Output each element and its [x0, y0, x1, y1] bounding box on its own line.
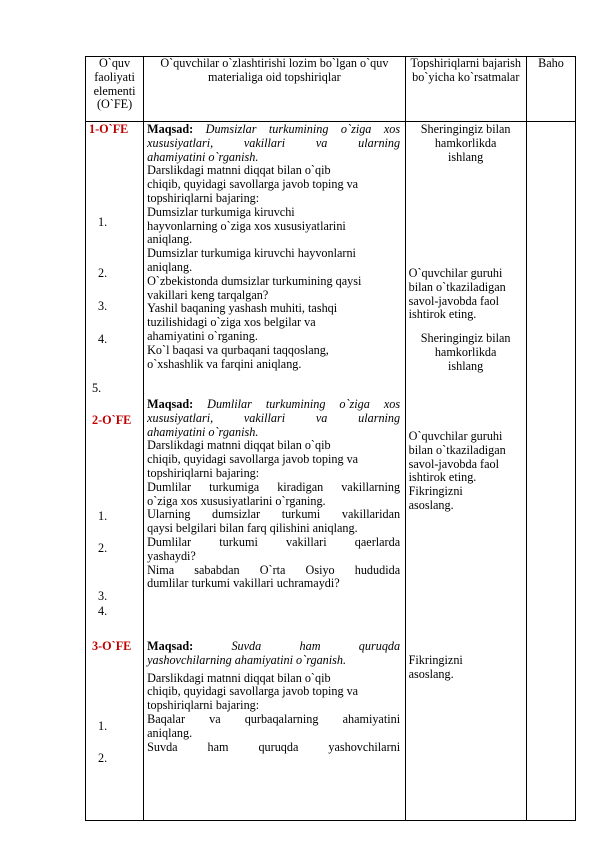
intro-text: Darslikdagi matnni diqqat bilan o`qib: [147, 670, 331, 685]
instruction-line: Sheringingiz bilan: [420, 331, 511, 345]
instruction-pair-work: [409, 332, 523, 373]
question-text: o`xshashlik va farqini aniqlang.: [147, 356, 302, 371]
question-text: Suvda ham quruqda yashovchilarni: [147, 739, 401, 754]
question-text: o`ziga xos xususiyatlarini o`rganing.: [147, 493, 326, 508]
instruction-line: bilan o`tkaziladigan: [408, 442, 506, 457]
instruction-line: savol-javobda faol: [408, 456, 499, 471]
list-number: 1.: [98, 215, 108, 229]
list-number: 3.: [98, 589, 108, 603]
question-text: Dumsizlar turkumiga kiruvchi hayvonlarni: [147, 246, 356, 261]
instruction-line: bilan o`tkaziladigan: [408, 279, 506, 294]
instruction-line: Fikringizni: [408, 484, 463, 499]
instruction-line: asoslang.: [408, 666, 454, 681]
instruction-line: O`quvchilar guruhi: [408, 429, 503, 443]
list-number: 5.: [92, 381, 102, 395]
goal-text: ahamiyatini o`rganish.: [147, 149, 259, 164]
question-text: Nima sababdan O`rta Osiyo hududida: [147, 562, 401, 577]
assignment-table: [85, 56, 576, 821]
list-number: 4.: [98, 604, 108, 618]
goal-label: Maqsad:: [147, 122, 194, 136]
goal-text: Dumlilar turkumining o`ziga xos: [207, 397, 401, 411]
table-body-row: [86, 122, 576, 821]
question-text: Ularning dumsizlar turkumi vakillaridan: [147, 507, 401, 522]
instruction-line: Sheringingiz bilan: [420, 122, 511, 136]
instruction-group-qa: [409, 267, 525, 322]
tasks-cell: [144, 122, 406, 821]
goal-label: Maqsad:: [147, 639, 194, 653]
question-text: hayvonlarning o`ziga xos xususiyatlarini: [147, 218, 346, 233]
goal-text: ahamiyatini o`rganish.: [147, 424, 259, 439]
intro-text: chiqib, quyidagi savollarga javob toping va: [147, 452, 359, 467]
instruction-line: ishlang: [448, 149, 484, 164]
list-number: 3.: [98, 299, 108, 313]
header-tasks-column: O`quvchilar o`zlashtirishi lozim bo`lgan o`quv materialiga oid topshiriqlar: [144, 57, 406, 122]
section-2: [147, 398, 400, 591]
intro-text: topshiriqlarni bajaring:: [147, 465, 260, 480]
intro-text: Darslikdagi matnni diqqat bilan o`qib: [147, 163, 331, 178]
question-text: qaysi belgilari bilan farq qilishini aniqlang.: [147, 521, 358, 536]
question-text: Dumlilar turkumi vakillari qaerlarda: [147, 534, 401, 549]
instruction-justify: [409, 654, 525, 682]
question-text: Yashil baqaning yashash muhiti, tashqi: [147, 301, 338, 316]
instruction-group-qa: [409, 430, 525, 513]
list-number: 2.: [98, 541, 108, 555]
question-text: yashaydi?: [147, 548, 196, 563]
question-text: dumlilar turkumi vakillari uchramaydi?: [147, 576, 340, 591]
grade-cell: [526, 122, 575, 821]
question-text: O`zbekistonda dumsizlar turkumining qaysi: [147, 273, 362, 288]
fe1-label: 1-O`FE: [89, 122, 129, 136]
goal-text: Dumsizlar turkumining o`ziga xos: [205, 122, 401, 136]
section-1: [147, 123, 400, 371]
list-number: 1.: [98, 509, 108, 523]
list-number: 1.: [98, 719, 108, 733]
question-text: aniqlang.: [147, 725, 193, 740]
list-number: 4.: [98, 332, 108, 346]
fe2-label: 2-O`FE: [92, 413, 132, 427]
intro-text: Darslikdagi matnni diqqat bilan o`qib: [147, 438, 331, 453]
goal-text: Suvda ham quruqda: [231, 639, 401, 653]
question-text: Dumlilar turkumiga kiradigan vakillarning: [147, 479, 401, 494]
instruction-line: ishlang: [448, 358, 484, 373]
goal-label: Maqsad:: [147, 397, 194, 411]
table-header-row: [86, 57, 576, 122]
fe3-label: 3-O`FE: [92, 639, 132, 653]
list-number: 2.: [98, 751, 108, 765]
instruction-line: savol-javobda faol: [408, 293, 499, 308]
instruction-line: O`quvchilar guruhi: [408, 266, 503, 280]
instruction-line: ishtirok eting.: [408, 470, 477, 485]
list-number: 2.: [98, 266, 108, 280]
intro-text: chiqib, quyidagi savollarga javob toping va: [147, 177, 359, 192]
header-element-column: O`quv faoliyati elementi (O`FE): [86, 57, 144, 122]
intro-text: topshiriqlarni bajaring:: [147, 190, 260, 205]
question-text: Ko`l baqasi va qurbaqani taqqoslang,: [147, 342, 329, 357]
question-text: aniqlang.: [147, 259, 193, 274]
instruction-line: ishtirok eting.: [408, 307, 477, 322]
instruction-line: Fikringizni: [408, 653, 463, 667]
intro-text: topshiriqlarni bajaring:: [147, 698, 260, 713]
instruction-pair-work: [409, 123, 523, 164]
goal-text: yashovchilarning ahamiyatini o`rganish.: [147, 652, 347, 667]
element-cell: [86, 122, 144, 821]
question-text: vakillari keng tarqalgan?: [147, 287, 269, 302]
goal-text: xususiyatlari, vakillari va ularning: [147, 410, 401, 425]
question-text: aniqlang.: [147, 232, 193, 247]
instruction-line: hamkorlikda: [434, 344, 497, 359]
header-grade-column: Baho: [526, 57, 575, 122]
question-text: Dumsizlar turkumiga kiruvchi: [147, 204, 295, 219]
instructions-cell: [405, 122, 526, 821]
question-text: tuzilishidagi o`ziga xos belgilar va: [147, 315, 316, 330]
instruction-line: asoslang.: [408, 497, 454, 512]
instruction-line: hamkorlikda: [434, 135, 497, 150]
intro-text: chiqib, quyidagi savollarga javob toping va: [147, 684, 359, 699]
goal-text: xususiyatlari, vakillari va ularning: [147, 135, 401, 150]
question-text: ahamiyatini o`rganing.: [147, 328, 258, 343]
section-3: [147, 640, 400, 754]
header-instructions-column: Topshiriqlarni bajarish bo`yicha ko`rsatmalar: [405, 57, 526, 122]
question-text: Baqalar va qurbaqalarning ahamiyatini: [147, 711, 401, 726]
